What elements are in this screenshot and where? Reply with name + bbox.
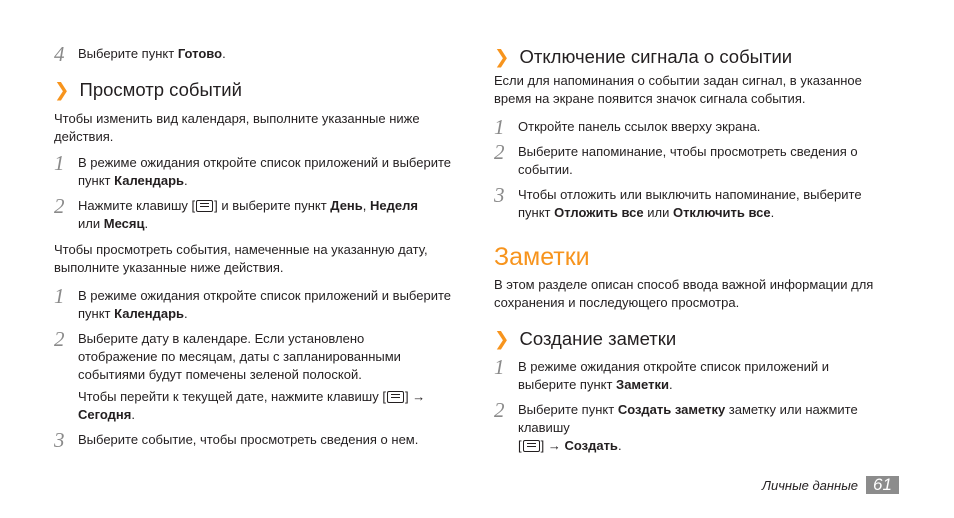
step-number: 3 xyxy=(54,428,65,452)
step-text: Выберите пункт Создать заметку заметку или нажмите клавишу [ ] → Создать. xyxy=(518,402,858,453)
step-text: В режиме ожидания откройте список приложений и выберите пункт Календарь. xyxy=(78,288,451,321)
step-2 xyxy=(494,140,890,179)
step-number: 1 xyxy=(54,151,65,175)
footer-section-label: Личные данные xyxy=(762,478,858,493)
intro-paragraph: Чтобы просмотреть события, намеченные на указанную дату, выполните указанные ниже действия. xyxy=(54,242,428,275)
menu-key-icon xyxy=(387,391,404,403)
chevron-icon: ❯ xyxy=(494,46,510,67)
intro-paragraph: Чтобы изменить вид календаря, выполните указанные ниже действия. xyxy=(54,111,420,144)
chapter-title: Заметки xyxy=(494,243,590,271)
chevron-icon: ❯ xyxy=(494,328,510,349)
step-number: 4 xyxy=(54,42,65,66)
step-2 xyxy=(54,194,458,233)
step-4 xyxy=(54,42,458,66)
step-text: Выберите напоминание, чтобы просмотреть сведения о событии. xyxy=(518,144,858,177)
section-title-disable-alarm: ❯ Отключение сигнала о событии xyxy=(494,46,793,67)
step-text: Выберите дату в календаре. Если установлено отображение по месяцам, даты с запланированными событиями будут помечены зеленой полоской. xyxy=(78,331,401,382)
step-1 xyxy=(494,115,888,139)
step-3 xyxy=(494,183,894,222)
step-text: Выберите пункт Готово. xyxy=(78,46,226,61)
menu-key-icon xyxy=(523,440,540,452)
step-number: 1 xyxy=(494,355,505,379)
step-number: 2 xyxy=(494,398,505,422)
step-3 xyxy=(54,428,458,452)
section-title-view-events: ❯ Просмотр событий xyxy=(54,79,242,100)
step-text: В режиме ожидания откройте список приложений и выберите пункт Заметки. xyxy=(518,359,830,392)
step-number: 1 xyxy=(54,284,65,308)
step-text: Откройте панель ссылок вверху экрана. xyxy=(518,119,761,134)
section-title-create-note: ❯ Создание заметки xyxy=(494,328,677,349)
step-text: Выберите событие, чтобы просмотреть сведения о нем. xyxy=(78,432,419,447)
step-text: Чтобы отложить или выключить напоминание, выберите пункт Отложить все или Отключить все. xyxy=(518,187,862,220)
step-2 xyxy=(494,398,894,455)
step-text: Нажмите клавишу [ ] и выберите пункт День, Неделя или Месяц. xyxy=(78,198,418,231)
step-note: Чтобы перейти к текущей дате, нажмите клавишу [ ] → Сегодня. xyxy=(78,389,426,422)
step-number: 3 xyxy=(494,183,505,207)
step-text: В режиме ожидания откройте список приложений и выберите пункт Календарь. xyxy=(78,155,451,188)
page-number: 61 xyxy=(866,476,899,494)
step-2 xyxy=(54,327,438,384)
step-number: 2 xyxy=(54,194,65,218)
step-number: 2 xyxy=(54,327,65,351)
intro-paragraph: Если для напоминания о событии задан сигнал, в указанное время на экране появится значок сигнала события. xyxy=(494,73,862,106)
intro-paragraph: В этом разделе описан способ ввода важной информации для сохранения и последующего просмотра. xyxy=(494,277,874,310)
menu-key-icon xyxy=(196,200,213,212)
step-number: 2 xyxy=(494,140,505,164)
step-1 xyxy=(494,355,878,394)
step-number: 1 xyxy=(494,115,505,139)
step-1 xyxy=(54,151,454,190)
step-1 xyxy=(54,284,454,323)
chevron-icon: ❯ xyxy=(54,79,70,100)
